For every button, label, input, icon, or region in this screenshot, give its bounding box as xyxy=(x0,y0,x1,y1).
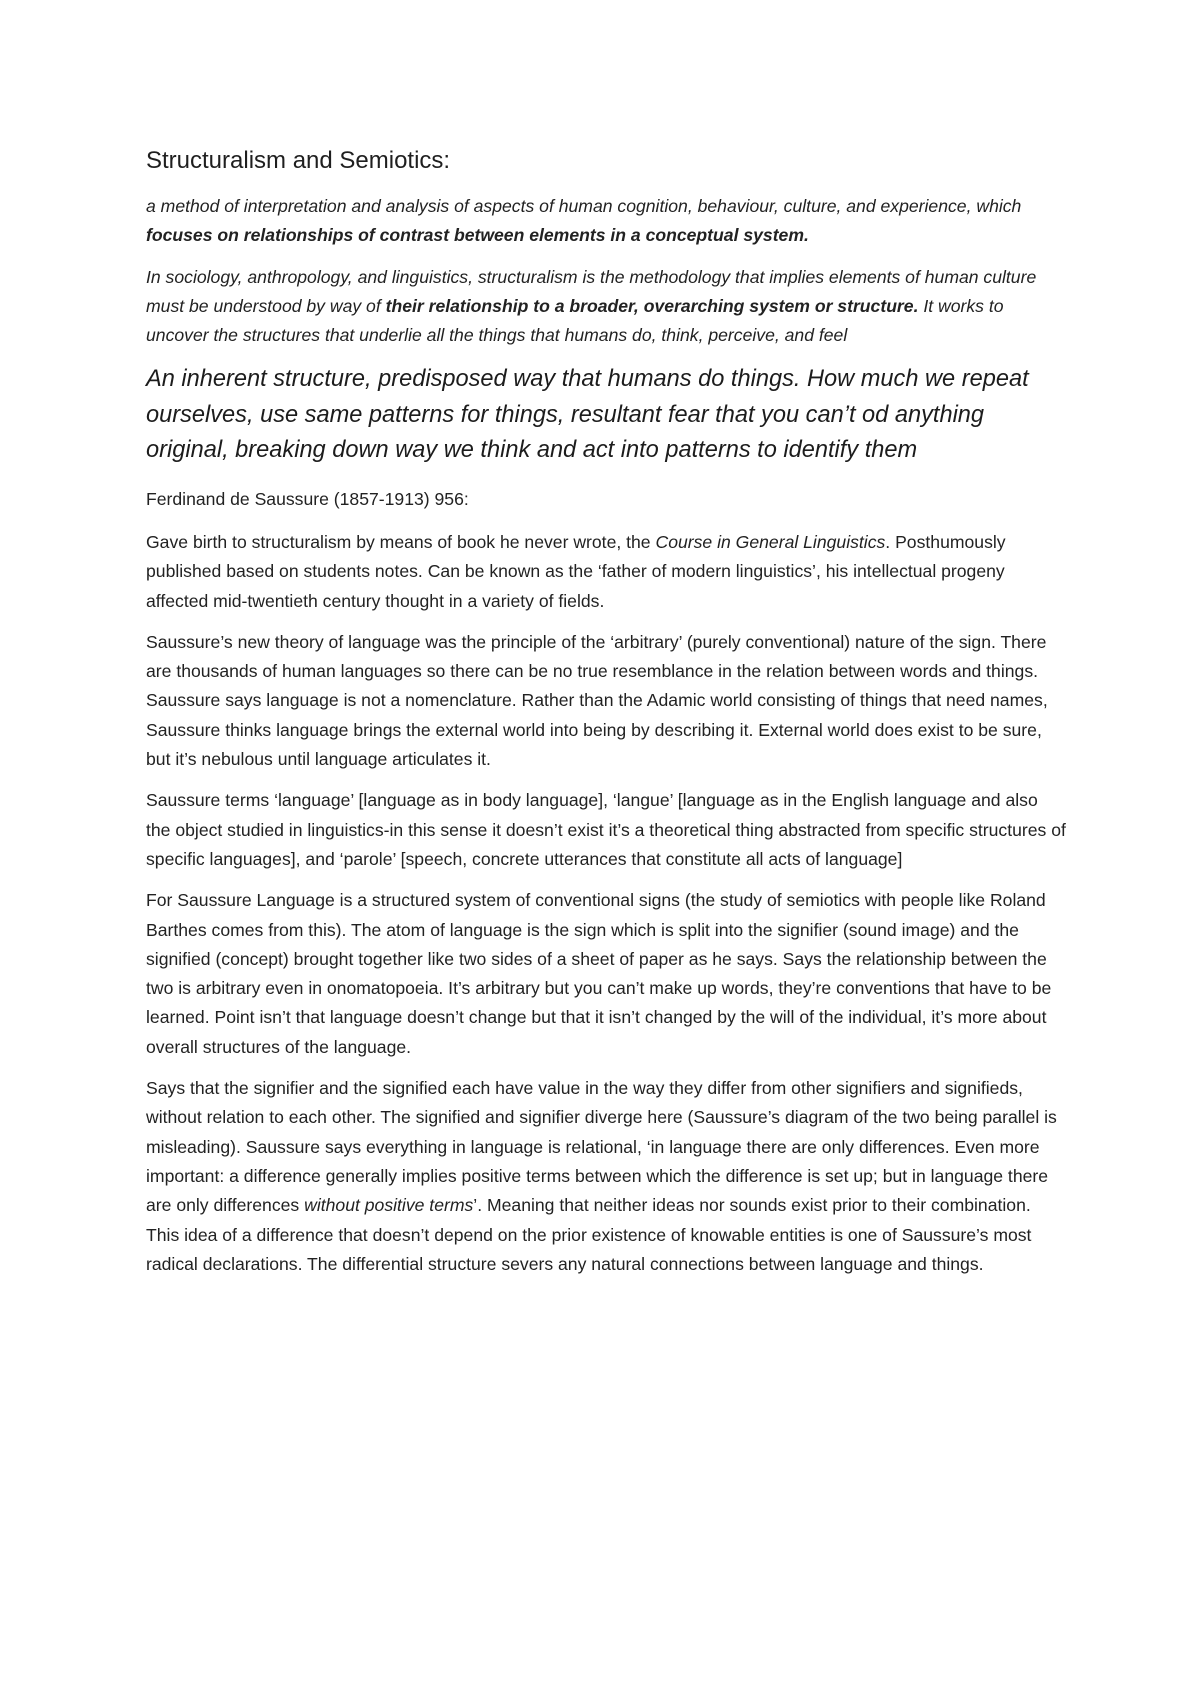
book-title: Course in General Linguistics xyxy=(655,531,886,552)
definition-text: a method of interpretation and analysis of aspects of human cognition, behaviour, culture, and experience, which xyxy=(146,196,1022,216)
paragraph-differences xyxy=(146,1074,1066,1279)
paragraph-course-text: Gave birth to structuralism by means of book he never wrote, the xyxy=(146,531,656,552)
paragraph-sign: For Saussure Language is a structured system of conventional signs (the study of semiotics with people like Roland Barthes comes from this). The atom of language is the sign which is split into the signifier (sound image) and the signified (concept) brought together like two sides of a sheet of paper as he says. Says the relationship between the two is arbitrary even in onomatopoeia. It’s arbitrary but you can’t make up words, they’re conventions that have to be learned. Point isn’t that language doesn’t change but that it isn’t changed by the will of the individual, it’s more about overall structures of the language. xyxy=(146,890,1052,1057)
sociology-text-end: It works to uncover the structures that underlie all the things that humans do, think, perceive, and feel xyxy=(146,295,1004,346)
saussure-heading: Ferdinand de Saussure (1857-1913) 956: xyxy=(146,488,469,509)
paragraph-course-text-end: . Posthumously published based on students notes. Can be known as the ‘father of modern linguistics’, his intellectual progeny affected mid-twentieth century thought in a variety of fields. xyxy=(146,531,1006,611)
paragraph-arbitrary: Saussure’s new theory of language was the principle of the ‘arbitrary’ (purely conventional) nature of the sign. There are thousands of human languages so there can be no true resemblance in the relation between words and things. Saussure says language is not a nomenclature. Rather than the Adamic world consisting of things that need names, Saussure thinks language brings the external world into being by describing it. External world does exist to be sure, but it’s nebulous until language articulates it. xyxy=(146,631,1048,770)
quoted-phrase: without positive terms xyxy=(304,1195,474,1216)
document-title: Structuralism and Semiotics: xyxy=(146,147,451,174)
paragraph-langue-parole: Saussure terms ‘language’ [language as in body language], ‘langue’ [language as in the English language and also the object studied in linguistics-in this sense it doesn’t exist it’s a theoretical thing abstracted from specific structures of specific languages], and ‘parole’ [speech, concrete utterances that constitute all acts of language] xyxy=(146,790,1066,869)
paragraph-differences-text: Says that the signifier and the signified each have value in the way they differ from other signifiers and signifieds, without relation to each other. The signified and signifier diverge here (Saussure’s diagram of the two being parallel is misleading). Saussure says everything in language is relational, ‘in language there are only differences. Even more important: a difference generally implies positive terms between which the difference is set up; but in language there are only differences xyxy=(146,1078,1057,1216)
sociology-paragraph xyxy=(146,263,1066,351)
paragraph-differences-text-end: ’. Meaning that neither ideas nor sounds exist prior to their combination. This idea of a difference that doesn’t depend on the prior existence of knowable entities is one of Saussure’s most radical declarations. The differential structure severs any natural connections between language and things. xyxy=(146,1195,1032,1274)
sociology-bold-text: their relationship to a broader, overarching system or structure. xyxy=(385,295,919,316)
sociology-text: In sociology, anthropology, and linguistics, structuralism is the methodology that implies elements of human culture must be understood by way of xyxy=(146,266,1037,316)
emphasis-note: An inherent structure, predisposed way that humans do things. How much we repeat ourselves, use same patterns for things, resultant fear that you can’t od anything original, breaking down way we think and act into patterns to identify them xyxy=(146,366,1029,464)
definition-bold-text: focuses on relationships of contrast between elements in a conceptual system. xyxy=(146,225,809,246)
paragraph-course xyxy=(146,528,1066,616)
document-body xyxy=(146,146,1066,1291)
definition-paragraph xyxy=(146,192,1066,251)
